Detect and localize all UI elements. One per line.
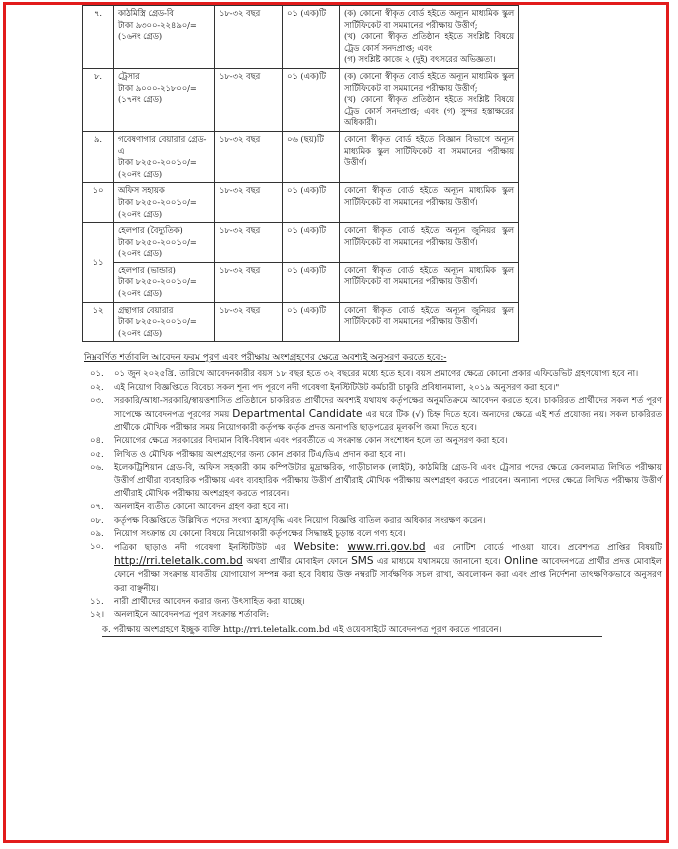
table-row (83, 68, 519, 131)
qualification-line: (ক) কোনো স্বীকৃত বোর্ড হইতে অন্যূন মাধ্যমিক স্কুল সার্টিফিকেট বা সমমানের পরীক্ষায় উত্তীর্ণ; (344, 70, 514, 93)
qualification-cell (340, 131, 519, 182)
website-link[interactable]: www.rri.gov.bd (347, 541, 426, 554)
age-cell: ১৮-৩২ বছর (215, 262, 283, 302)
post-cell (114, 262, 215, 302)
post-grade: (২০নং গ্রেড) (118, 288, 163, 299)
qualification-line: কোনো স্বীকৃত বোর্ড হইতে অন্যূন মাধ্যমিক স্কুল সার্টিফিকেট বা সমমানের পরীক্ষায় উত্তীর্ণ। (344, 185, 514, 207)
post-name: কাঠমিস্ত্রি গ্রেড-বি (118, 8, 174, 18)
condition-item: ০৩. সরকারি/আধা-সরকারি/স্বায়ত্তশাসিত প্রতিষ্ঠানে চাকরিরত প্রার্থীদের অবশ্যই যথাযথ কর্তৃপক্ষের অনুমতিক্রমে আবেদন করতে হবে। চাকরিরত প্রার্থীদের সকল শর্ত পূরণ সাপেক্ষে আবেদনপত্র পূরণের সময় Departmental Candidate এর ঘরে টিক (√) চিহ্ন দিতে হবে। অন্যদের ক্ষেত্রে এই শর্ত প্রযোজ্য নয়। সকল চাকরিরত প্রার্থীকে মৌখিক পরীক্ষার সময় নিয়োগকারী কর্তৃপক্ষ কর্তৃক প্রদত্ত অনাপত্তি ছাড়পত্রের মূলকপি জমা দিতে হবে। (90, 395, 662, 434)
age-cell: ১৮-৩২ বছর (215, 302, 283, 342)
serial-cell: ৭. (83, 6, 114, 69)
condition-item: ০৮. কর্তৃপক্ষ বিজ্ঞপ্তিতে উল্লিখিত পদের সংখ্যা হ্রাস/বৃদ্ধি এবং নিয়োগ বিজ্ঞপ্তি বাতিল করার অধিকার সংরক্ষণ করেন। (90, 515, 486, 526)
post-name: হেলপার (ভান্ডার) (118, 264, 176, 275)
serial-cell: ১০ (83, 183, 114, 223)
qualification-cell (340, 223, 519, 263)
post-pay: টাকা ৯০০০-২১৮০০/= (118, 82, 197, 93)
qualification-line: (খ) কোনো স্বীকৃত প্রতিষ্ঠান হইতে সংশ্লিষ্ট বিষয়ে ট্রেড কোর্স সনদপ্রাপ্ত; এবং (344, 31, 514, 53)
age-cell: ১৮-৩২ বছর (215, 183, 283, 223)
post-name: ট্রেসার (118, 70, 140, 81)
post-cell (114, 223, 215, 263)
teletalk-link[interactable]: http://rri.teletalk.com.bd (114, 555, 243, 568)
table-row (83, 183, 519, 223)
condition-item: ০১. ০১ জুন ২০২৫খ্রি. তারিখে আবেদনকারীর বয়স ১৮ বছর হতে ৩২ বছরের মধ্যে হতে হবে। বয়স প্রমাণের ক্ষেত্রে কোনো প্রকার এফিডেভিট গ্রহণযোগ্য হবে না। (90, 369, 639, 380)
qualification-cell (340, 6, 519, 69)
qualification-line: (ক) কোনো স্বীকৃত বোর্ড হইতে অন্যূন মাধ্যমিক স্কুল সার্টিফিকেট বা সমমানের পরীক্ষায় উত্তীর্ণ; (344, 8, 514, 30)
serial-cell: ৯. (83, 131, 114, 182)
post-grade: (২০নং গ্রেড) (118, 208, 163, 219)
post-pay: টাকা ৮২৫০-২০০১০/= (118, 316, 197, 327)
serial-cell: ১১ (83, 223, 114, 303)
post-name: গ্রন্থাগার বেয়ারার (118, 304, 174, 315)
conditions-list (82, 368, 662, 622)
count-cell: ০১ (এক)টি (283, 68, 340, 131)
serial-cell: ৮. (83, 68, 114, 131)
post-cell (114, 68, 215, 131)
document-frame (3, 2, 669, 843)
post-grade: (২০নং গ্রেড) (118, 248, 163, 259)
condition-item: ১২। অনলাইনে আবেদনপত্র পূরণ সংক্রান্ত শর্তাবলি: (90, 610, 270, 621)
post-pay: টাকা ৮২৫০-২০০১০/= (118, 236, 197, 247)
post-name: হেলপার (বৈদ্যুতিক) (118, 225, 183, 236)
qualification-line: (খ) কোনো স্বীকৃত প্রতিষ্ঠান হইতে সংশ্লিষ্ট বিষয়ে ট্রেড কোর্স সনদপ্রাপ্ত; এবং (গ) সুন্দর হস্তাক্ষরের অধিকারী। (344, 94, 514, 128)
condition-item: ০৬. ইলেকট্রিশিয়ান গ্রেড-বি, অফিস সহকারী কাম কম্পিউটার মুদ্রাক্ষরিক, গাড়ীচালক (লাইট), কাঠমিস্ত্রি গ্রেড-বি এবং ট্রেসার পদের ক্ষেত্রে কেবলমাত্র লিখিত পরীক্ষায় উত্তীর্ণ প্রার্থীরা ব্যবহারিক পরীক্ষায় এবং ব্যবহারিক পরীক্ষায় উত্তীর্ণ প্রার্থীরাই মৌখিক পরীক্ষায় অংশগ্রহণ করতে পারবেন। অন্যান্য পদের ক্ষেত্রে লিখিত পরীক্ষায় উত্তীর্ণ প্রার্থীরাই মৌখিক পরীক্ষায় অংশগ্রহণ করতে পারবেন। (90, 462, 662, 500)
document-page (82, 5, 662, 637)
count-cell: ০১ (এক)টি (283, 6, 340, 69)
post-pay: টাকা ৮২৫০-২০০১০/= (118, 157, 197, 168)
condition-item: ০২. এই নিয়োগ বিজ্ঞপ্তিতে বিবেচ্য সকল শূন্য পদ পূরণে নদী গবেষণা ইনস্টিটিউট কর্মচারী চাকুরি প্রবিধানমালা, ২০১৯ অনুসরণ করা হবে।" (90, 382, 560, 393)
qualification-line: কোনো স্বীকৃত বোর্ড হইতে অন্যূন জুনিয়র স্কুল সার্টিফিকেট বা সমমানের পরীক্ষায় উত্তীর্ণ। (344, 304, 514, 327)
qualification-cell (340, 302, 519, 342)
count-cell: ০১ (এক)টি (283, 302, 340, 342)
table-row (83, 302, 519, 342)
post-cell (114, 6, 215, 69)
post-cell (114, 183, 215, 223)
qualification-cell (340, 183, 519, 223)
qualification-cell (340, 262, 519, 302)
qualification-line: কোনো স্বীকৃত বোর্ড হইতে অন্যূন মাধ্যমিক স্কুল সার্টিফিকেট বা সমমানের পরীক্ষায় উত্তীর্ণ। (344, 264, 514, 287)
age-cell: ১৮-৩২ বছর (215, 6, 283, 69)
post-name: অফিস সহায়ক (118, 185, 165, 196)
count-cell: ০১ (এক)টি (283, 223, 340, 263)
post-name: গবেষণাগার বেয়ারার গ্রেড-এ (118, 133, 207, 156)
qualification-line: কোনো স্বীকৃত বোর্ড হইতে অন্যূন জুনিয়র স্কুল সার্টিফিকেট বা সমমানের পরীক্ষায় উত্তীর্ণ। (344, 225, 514, 247)
post-grade: (১৭নং গ্রেড) (118, 94, 163, 105)
post-pay: টাকা ৮২৫০-২০০১০/= (118, 196, 197, 207)
qualification-line: (গ) সংশ্লিষ্ট কাজে ২ (দুই) বৎসরের অভিজ্ঞতা। (344, 54, 496, 65)
qualification-cell (340, 68, 519, 131)
post-pay: টাকা ৮২৫০-২০০১০/= (118, 276, 197, 287)
post-grade: (১৬নং গ্রেড) (118, 31, 163, 42)
posts-table (82, 5, 519, 342)
post-grade: (২০নং গ্রেড) (118, 168, 163, 179)
table-row (83, 6, 519, 69)
age-cell: ১৮-৩২ বছর (215, 68, 283, 131)
condition-item: ০৭. অনলাইন ব্যতীত কোনো আবেদন গ্রহণ করা হবে না। (90, 502, 289, 513)
table-row (83, 131, 519, 182)
condition-item: ১০. পত্রিকা ছাড়াও নদী গবেষণা ইনস্টিটিউট এর Website: www.rri.gov.bd এর নোটিশ বোর্ডে পাওয়া যাবে। প্রবেশপত্র প্রাপ্তির বিষয়টি http://rri.teletalk.com.bd অথবা প্রার্থীর মোবাইল ফোনে SMS এর মাধ্যমে যথাসময়ে জানানো হবে। Online আবেদনপত্রে প্রার্থীর প্রদত্ত মোবাইল ফোনে পরীক্ষা সংক্রান্ত যাবতীয় যোগাযোগ সম্পন্ন করা হবে বিধায় উক্ত নম্বরটি সার্বক্ষণিক সচল রাখা, অবলোকন করা এবং প্রাপ্ত নির্দেশনা তাৎক্ষণিকভাবে অনুসরণ করা বাঞ্ছনীয়। (90, 541, 662, 594)
condition-sub-item: ক. পরীক্ষায় অংশগ্রহণে ইচ্ছুক ব্যক্তি http://rri.teletalk.com.bd এই ওয়েবসাইটে আবেদনপত্র পূরণ করতে পারবেন। (102, 624, 602, 637)
serial-cell: ১২ (83, 302, 114, 342)
age-cell: ১৮-৩২ বছর (215, 223, 283, 263)
post-pay: টাকা ৯৩০০-২২৪৯০/= (118, 19, 197, 30)
qualification-line: কোনো স্বীকৃত বোর্ড হইতে বিজ্ঞান বিভাগে অন্যূন মাধ্যমিক স্কুল সার্টিফিকেট বা সমমানের পরীক্ষায় উত্তীর্ণ। (344, 133, 514, 168)
condition-item: ০৫. লিখিত ও মৌখিক পরীক্ষায় অংশগ্রহণের জন্য কোন প্রকার টিএ/ডিএ প্রদান করা হবে না। (90, 449, 406, 460)
condition-item: ০৯. নিয়োগ সংক্রান্ত যে কোনো বিষয়ে নিয়োগকারী কর্তৃপক্ষের সিদ্ধান্তই চূড়ান্ত বলে গণ্য হবে। (90, 528, 406, 539)
age-cell: ১৮-৩২ বছর (215, 131, 283, 182)
condition-item: ০৪. নিয়োগের ক্ষেত্রে সরকারের বিদ্যমান বিধি-বিধান এবং পরবর্তীতে এ সংক্রান্ত কোন সংশোধন হলে তা অনুসরণ করা হবে। (90, 436, 508, 447)
count-cell: ০১ (এক)টি (283, 183, 340, 223)
table-row (83, 223, 519, 263)
conditions-heading: নিম্নবর্ণিত শর্তাবলি আবেদন ফরম পূরণ এবং পরীক্ষায় অংশগ্রহণের ক্ষেত্রে অবশ্যই অনুসরণ করতে হবে:- (84, 353, 447, 364)
post-grade: (২০নং গ্রেড) (118, 327, 163, 338)
count-cell: ০১ (এক)টি (283, 262, 340, 302)
table-row (83, 262, 519, 302)
post-cell (114, 131, 215, 182)
post-cell (114, 302, 215, 342)
count-cell: ০৬ (ছয়)টি (283, 131, 340, 182)
condition-item: ১১. নারী প্রার্থীদের আবেদন করার জন্য উৎসাহিত করা যাচ্ছে। (90, 596, 305, 607)
